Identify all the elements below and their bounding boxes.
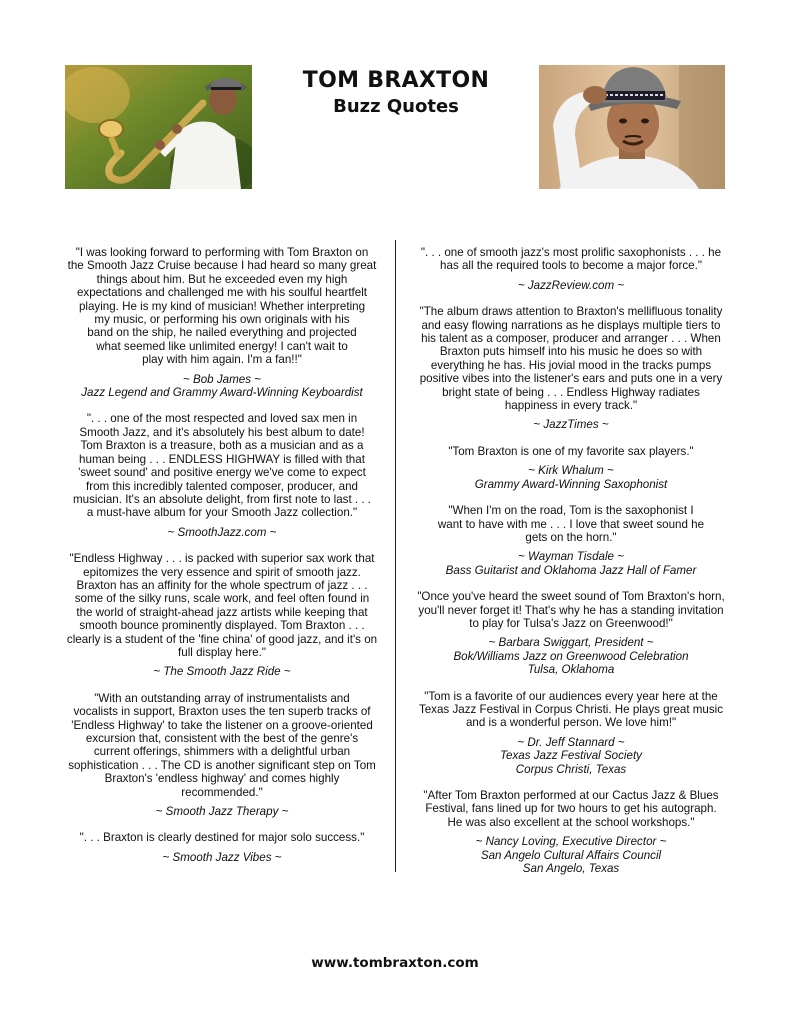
quote-attribution: ~ Smooth Jazz Vibes ~ — [162, 850, 282, 864]
quote-text: "Tom Braxton is one of my favorite sax players." — [448, 444, 694, 458]
quote-attribution: ~ The Smooth Jazz Ride ~ — [153, 665, 291, 679]
quote-block — [410, 305, 732, 432]
saxophonist-image — [65, 65, 252, 189]
quote-block — [62, 831, 382, 864]
quote-block — [410, 445, 732, 491]
quote-text: "The album draws attention to Braxton's mellifluous tonality and easy flowing narrations as he displays multiple tiers to his talent as a composer, producer and arranger . . . When Braxton puts himself into his music he does so with everything he has. His jovial mood in the tracks pumps positive vibes into the listener's ears and puts one in a very bright state of being . . . Endless Highway radiates happiness in every track." — [419, 305, 723, 413]
quote-text: ". . . one of smooth jazz's most prolific saxophonists . . . he has all the required tools to become a major force." — [420, 246, 722, 273]
left-quote-column — [62, 246, 382, 877]
page-header — [255, 66, 537, 119]
quote-attribution: ~ SmoothJazz.com ~ — [167, 525, 277, 539]
quote-block — [62, 246, 382, 399]
column-divider — [395, 240, 396, 872]
portrait-photo — [539, 65, 725, 189]
quote-attribution: ~ JazzReview.com ~ — [517, 278, 625, 292]
saxophonist-photo — [65, 65, 252, 189]
quote-text: "Once you've heard the sweet sound of Tom Braxton's horn, you'll never forget it! That's why he has a standing invitation to play for Tulsa's Jazz on Greenwood!" — [417, 590, 725, 630]
quote-attribution: ~ Barbara Swiggart, President ~ Bok/Williams Jazz on Greenwood Celebration Tulsa, Oklahoma — [453, 636, 689, 677]
quote-text: "When I'm on the road, Tom is the saxophonist I want to have with me . . . I love that sweet sound he gets on the horn." — [437, 504, 705, 544]
right-quote-column — [410, 246, 732, 888]
quote-attribution: ~ Smooth Jazz Therapy ~ — [155, 805, 289, 819]
quote-block — [62, 552, 382, 679]
quote-block — [62, 412, 382, 539]
quote-text: "Endless Highway . . . is packed with superior sax work that epitomizes the very essence and spirit of smooth jazz. Braxton has an affinity for the whole spectrum of jazz . . . some of the silky runs, scale work, and feel often found in the world of straight-ahead jazz artists while keeping that smooth bounce prominently displayed. Tom Braxton . . . clearly is a student of the 'fine china' of good jazz, and it's on full display here." — [66, 552, 378, 659]
quote-attribution: ~ Nancy Loving, Executive Director ~ San Angelo Cultural Affairs Council San Angelo, Texas — [475, 835, 667, 876]
quote-text: "I was looking forward to performing with Tom Braxton on the Smooth Jazz Cruise because I had heard so many great things about him. But he exceeded even my high expectations and challenged me with his soulful heartfelt playing. He is my kind of musician! Whether interpreting my music, or performing his own originals with his band on the ship, he nailed everything and projected what seemed like unlimited energy! I can't wait to play with him again. I'm a fan!!" — [67, 246, 377, 367]
quote-text: "After Tom Braxton performed at our Cactus Jazz & Blues Festival, fans lined up for two hours to get his autograph. He was also excellent at the school workshops." — [423, 789, 719, 829]
quote-block — [410, 504, 732, 577]
quote-text: "Tom is a favorite of our audiences every year here at the Texas Jazz Festival in Corpus Christi. He plays great music and is a wonderful person. We love him!" — [418, 689, 724, 730]
quote-block — [410, 246, 732, 292]
page-title: TOM BRAXTON — [302, 68, 490, 93]
quote-text: "With an outstanding array of instrumentalists and vocalists in support, Braxton uses the ten superb tracks of 'Endless Highway' to take the listener on a groove-oriented excursion that, consistent with the best of the genre's current offerings, shimmers with a delightful urban sophistication . . . The CD is another significant step on Tom Braxton's 'endless highway' and comes highly recommended." — [68, 691, 376, 799]
quote-attribution: ~ Wayman Tisdale ~ Bass Guitarist and Oklahoma Jazz Hall of Famer — [445, 550, 697, 577]
website-url[interactable]: www.tombraxton.com — [311, 955, 479, 971]
quote-text: ". . . Braxton is clearly destined for major solo success." — [79, 831, 365, 845]
quote-attribution: ~ Dr. Jeff Stannard ~ Texas Jazz Festival Society Corpus Christi, Texas — [500, 735, 642, 776]
quote-text: ". . . one of the most respected and loved sax men in Smooth Jazz, and it's absolutely his best album to date! Tom Braxton is a treasure, both as a musician and as a human being . . . ENDLESS HIGHWAY is filled with that 'sweet sound' and positive energy we've come to expect from this incredibly talented composer, producer, and musician. It's an absolute delight, from first note to last . . . a must-have album for your Smooth Jazz collection." — [73, 412, 371, 520]
page-subtitle: Buzz Quotes — [333, 96, 459, 117]
quote-block — [410, 590, 732, 676]
quote-attribution: ~ JazzTimes ~ — [533, 418, 609, 432]
portrait-image — [539, 65, 725, 189]
quote-block — [62, 692, 382, 819]
quote-attribution: ~ Bob James ~ Jazz Legend and Grammy Award-Winning Keyboardist — [81, 372, 363, 400]
quote-block — [410, 690, 732, 776]
quote-attribution: ~ Kirk Whalum ~ Grammy Award-Winning Saxophonist — [474, 464, 668, 491]
quote-block — [410, 789, 732, 875]
